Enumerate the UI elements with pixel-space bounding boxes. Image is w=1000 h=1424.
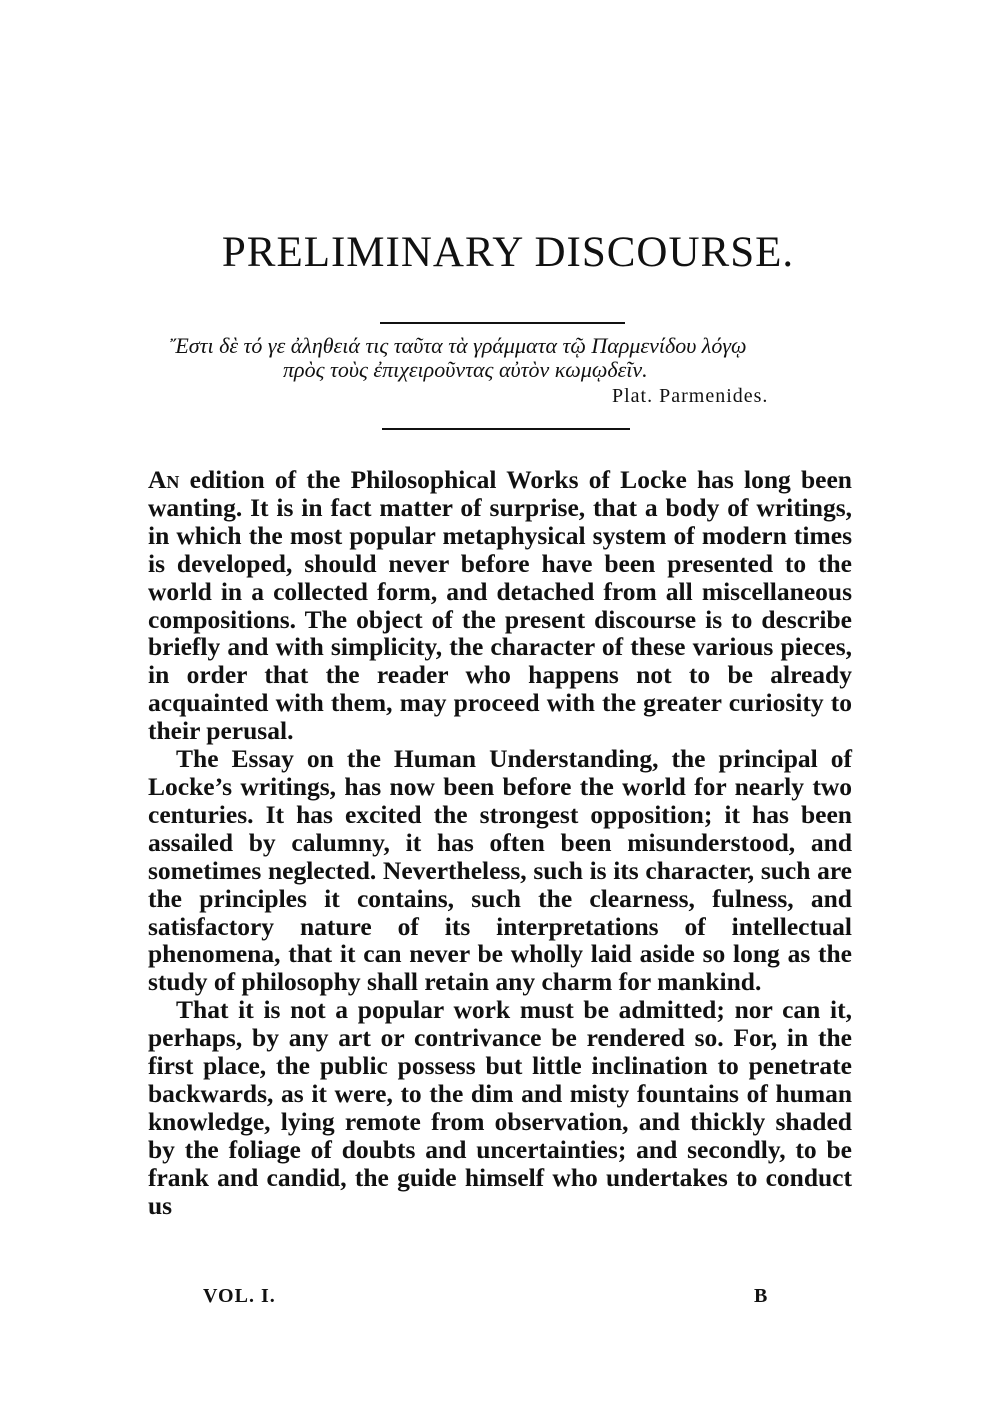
epigraph — [170, 334, 850, 408]
paragraph-1-lead: An — [148, 465, 180, 494]
epigraph-line-1: Ἔστι δὲ τό γε ἀληθειά τις ταῦτα τὰ γράμματα τῷ Παρμενίδου λόγῳ — [170, 333, 747, 358]
volume-label: VOL. I. — [203, 1285, 276, 1307]
epigraph-divider — [382, 428, 630, 430]
body-text — [148, 466, 852, 1219]
page-title: PRELIMINARY DISCOURSE. — [221, 229, 795, 276]
title-divider — [380, 322, 625, 324]
epigraph-source: Plat. Parmenides. — [612, 385, 769, 407]
paragraph-2: The Essay on the Human Understanding, the principal of Locke’s writings, has now been before the world for nearly two centuries. It has excited the strongest opposition; it has been assailed by calumny, it has often been misunderstood, and sometimes neglected. Nevertheless, such is its character, such are the principles it contains, such the clearness, fulness, and satisfactory nature of its interpretations of intellectual phenomena, that it can never be wholly laid aside so long as the study of philosophy shall retain any charm for mankind. — [148, 744, 852, 997]
signature-mark: B — [754, 1285, 769, 1307]
paragraph-1 — [148, 466, 852, 745]
paragraph-3: That it is not a popular work must be admitted; nor can it, perhaps, by any art or contrivance be rendered so. For, in the first place, the public possess but little inclination to penetrate backwards, as it were, to the dim and misty fountains of human knowledge, lying remote from observation, and thickly shaded by the foliage of doubts and uncertainties; and secondly, to be frank and candid, the guide himself who undertakes to conduct us — [148, 995, 852, 1220]
epigraph-line-2: πρὸς τοὺς ἐπιχειροῦντας αὐτὸν κωμῳδεῖν. — [283, 357, 648, 382]
paragraph-1-text: edition of the Philosophical Works of Locke has long been wanting. It is in fact matter of surprise, that a body of writings, in which the most popular metaphysical system of modern times is developed, should never before have been presented to the world in a collected form, and detached from all miscellaneous compositions. The object of the present discourse is to describe briefly and with simplicity, the character of these various pieces, in order that the reader who happens not to be already acquainted with them, may proceed with the greater curiosity to their perusal. — [148, 465, 852, 746]
